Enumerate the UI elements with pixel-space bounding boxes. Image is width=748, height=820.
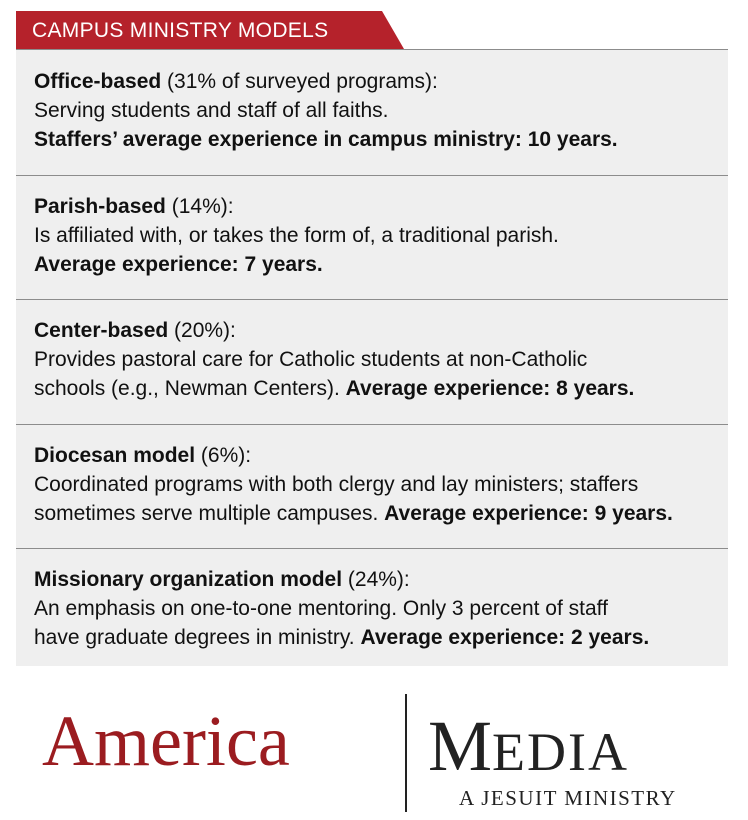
logo-america-wordmark: America — [42, 701, 290, 781]
model-description-line2: sometimes serve multiple campuses. — [34, 502, 385, 525]
model-office-based — [16, 49, 728, 175]
model-share: (20%): — [168, 319, 236, 342]
model-experience: Average experience: 7 years. — [34, 253, 323, 276]
model-name: Diocesan model — [34, 444, 196, 467]
model-description-line1: Provides pastoral care for Catholic students at non-Catholic — [34, 348, 588, 371]
model-name: Missionary organization model — [34, 568, 343, 591]
logo-tagline: A JESUIT MINISTRY — [459, 786, 677, 810]
model-share: (6%): — [195, 444, 252, 467]
model-experience: Average experience: 8 years. — [345, 377, 635, 400]
model-name: Parish-based — [34, 195, 166, 218]
banner-title: CAMPUS MINISTRY MODELS — [32, 19, 329, 42]
america-media-logo — [0, 690, 748, 820]
model-parish-based — [16, 175, 728, 299]
model-share: (14%): — [165, 195, 234, 218]
logo-divider — [405, 694, 407, 812]
model-center-based — [16, 299, 728, 424]
model-experience: Average experience: 9 years. — [384, 502, 673, 525]
model-description-line2: schools (e.g., Newman Centers). — [34, 377, 346, 400]
models-panel — [16, 49, 728, 666]
model-name: Center-based — [34, 319, 169, 342]
section-banner — [16, 11, 404, 49]
model-experience: Average experience: 2 years. — [360, 626, 650, 649]
model-description-line2: have graduate degrees in ministry. — [34, 626, 361, 649]
model-description: Is affiliated with, or takes the form of, a traditional parish. — [34, 224, 559, 247]
model-diocesan — [16, 424, 728, 548]
logo-media-wordmark: MEDIA — [428, 706, 629, 786]
model-experience: Staffers’ average experience in campus ministry: 10 years. — [34, 128, 618, 151]
model-share: (24%): — [342, 568, 410, 591]
model-description: Serving students and staff of all faiths. — [34, 99, 389, 122]
model-description-line1: An emphasis on one-to-one mentoring. Only 3 percent of staff — [34, 597, 608, 620]
model-name: Office-based — [34, 70, 162, 93]
model-share: (31% of surveyed programs): — [161, 70, 438, 93]
model-description-line1: Coordinated programs with both clergy and lay ministers; staffers — [34, 473, 639, 496]
model-missionary — [16, 548, 728, 666]
